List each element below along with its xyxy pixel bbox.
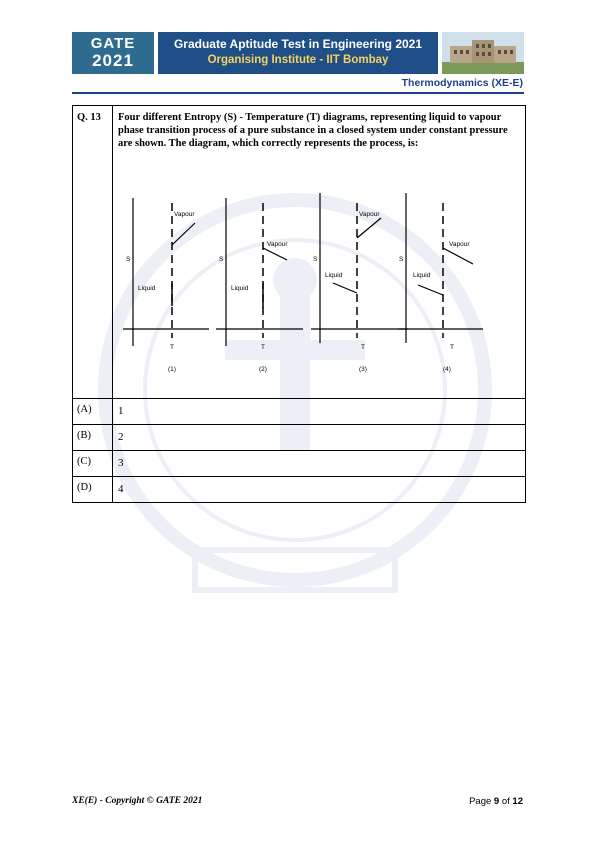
entropy-temperature-diagrams (123, 188, 523, 378)
option-value: 3 (118, 457, 124, 469)
diagram-1 (123, 198, 209, 373)
page-total: 12 (512, 796, 523, 807)
diagram-4-x-label: T (450, 344, 454, 351)
copyright-footer: XE(E) - Copyright © GATE 2021 (72, 796, 203, 806)
option-label: (D) (73, 477, 113, 502)
diagram-3-caption: (3) (359, 366, 367, 373)
option-value: 1 (118, 405, 124, 417)
diagram-2-vapour-label: Vapour (267, 241, 288, 248)
header-rule (72, 92, 524, 94)
option-label: (A) (73, 399, 113, 424)
option-label: (C) (73, 451, 113, 476)
diagram-2-y-label: S (219, 256, 224, 263)
page-current: 9 (493, 796, 500, 807)
page-prefix: Page (469, 796, 494, 807)
option-row-a[interactable] (73, 399, 525, 425)
page-number (469, 796, 523, 807)
diagram-1-y-label: S (126, 256, 131, 263)
question-table (72, 105, 526, 503)
diagram-1-x-label: T (170, 344, 174, 351)
diagram-2-x-label: T (261, 344, 265, 351)
diagram-4-caption: (4) (443, 366, 451, 373)
diagram-2-caption: (2) (259, 366, 267, 373)
exam-title: Graduate Aptitude Test in Engineering 2021 (173, 37, 423, 51)
diagram-3-x-label: T (361, 344, 365, 351)
gate-logo (72, 32, 154, 74)
diagram-1-liquid-label: Liquid (138, 285, 156, 292)
question-number: Q. 13 (73, 106, 113, 398)
diagram-3-vapour-label: Vapour (359, 211, 380, 218)
diagram-4 (398, 193, 483, 373)
diagram-3-y-label: S (313, 256, 318, 263)
diagram-3-liquid-label: Liquid (325, 272, 343, 279)
option-value: 4 (118, 483, 124, 495)
logo-text-year: 2021 (92, 51, 134, 70)
page-of: of (499, 796, 513, 807)
diagram-1-vapour-label: Vapour (174, 211, 195, 218)
option-row-c[interactable] (73, 451, 525, 477)
institute-building-icon (442, 32, 524, 74)
option-value: 2 (118, 431, 124, 443)
diagram-2-liquid-label: Liquid (231, 285, 249, 292)
logo-text-gate: GATE (90, 35, 136, 52)
diagram-1-caption: (1) (168, 366, 176, 373)
question-row (73, 106, 525, 399)
diagram-4-liquid-label: Liquid (413, 272, 431, 279)
title-banner (158, 32, 438, 74)
question-text: Four different Entropy (S) - Temperature (T) diagrams, representing liquid to vapour phase transition process of a pure substance in a closed system under constant pressure are shown. The diagram, which correctly represents the process, is: (118, 112, 508, 149)
organising-institute: Organising Institute - IIT Bombay (207, 54, 389, 66)
option-label: (B) (73, 425, 113, 450)
diagram-3 (311, 193, 408, 373)
diagram-4-y-label: S (399, 256, 404, 263)
diagram-2 (216, 198, 303, 373)
option-row-d[interactable] (73, 477, 525, 502)
subject-label: Thermodynamics (XE-E) (401, 77, 523, 89)
page-header (72, 32, 524, 74)
diagram-4-vapour-label: Vapour (449, 241, 470, 248)
option-row-b[interactable] (73, 425, 525, 451)
